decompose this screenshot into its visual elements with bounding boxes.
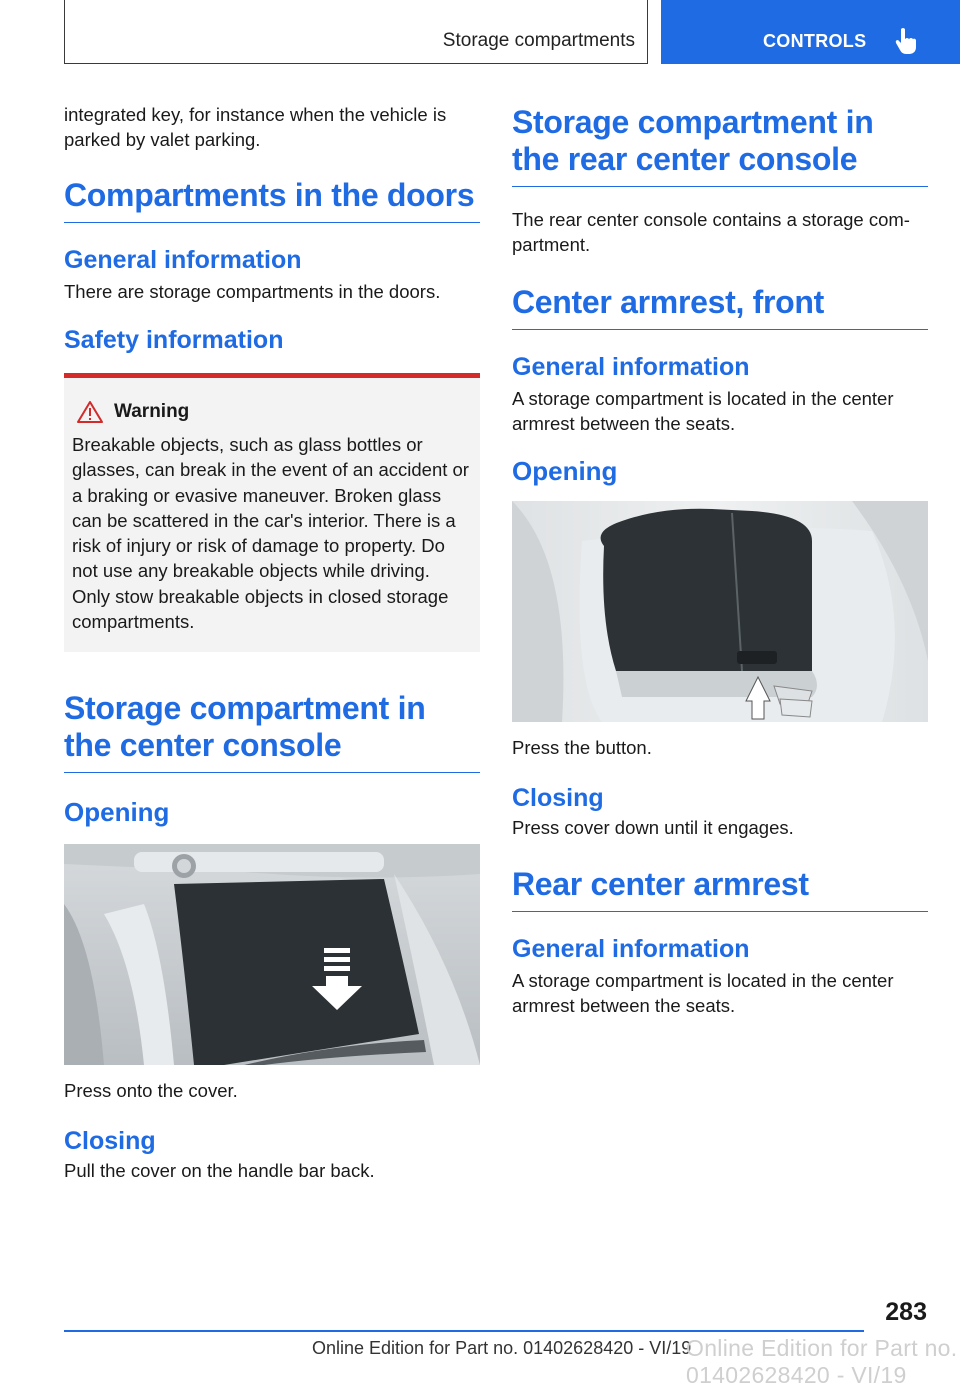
front-closing-text: Press cover down until it engages.: [512, 817, 794, 838]
center-opening-heading: Opening: [64, 797, 170, 828]
warning-text: Breakable objects, such as glass bottles or glasses, can break in the event of an accident or a braking or evasive maneuver. Broken glass can be scattered in the car's interior. There is a risk of injury or risk of damage to property. Do not use any breakable objects while driving. Only stow breakable objects in closed storage compartments.: [72, 434, 469, 633]
front-opening-heading: Opening: [512, 456, 618, 486]
section-tab: [661, 0, 960, 64]
intro-text: integrated key, for instance when the vehicle is parked by valet parking.: [64, 104, 447, 150]
warning-header: [76, 400, 472, 424]
rear-console-text: The rear center console contains a storage compartment.: [512, 209, 910, 255]
center-closing-text: Pull the cover on the handle bar back.: [64, 1160, 375, 1182]
rear-console-heading: Storage compartment in the rear center console: [512, 104, 928, 187]
center-console-heading: Storage compartment in the center console: [64, 690, 480, 773]
rear-armrest-heading: Rear center armrest: [512, 866, 928, 912]
rear-armrest-general-heading: General information: [512, 935, 750, 963]
page-number: 283: [885, 1298, 927, 1326]
warning-triangle-icon: [76, 400, 104, 424]
footer-edition: Online Edition for Part no. 01402628420 - VI/19: [312, 1338, 692, 1358]
safety-heading: Safety information: [64, 326, 284, 354]
front-opening-text: Press the button.: [512, 737, 652, 758]
warning-box: [64, 373, 480, 652]
front-closing-heading: Closing: [512, 784, 604, 812]
footer-watermark: Online Edition for Part no. 01402628420 - VI/19: [686, 1335, 958, 1388]
front-general-text: A storage compartment is located in the center armrest between the seats.: [512, 388, 894, 434]
front-general-heading: General information: [512, 353, 750, 381]
page-title: Storage compartments: [442, 30, 635, 51]
front-armrest-heading: Center armrest, front: [512, 284, 928, 330]
left-column: [64, 102, 480, 1183]
running-header: [64, 0, 648, 64]
warning-label: Warning: [114, 401, 190, 422]
rear-armrest-general-text: A storage compartment is located in the center armrest between the seats.: [512, 970, 894, 1016]
doors-general-text: There are storage compartments in the doors.: [64, 281, 441, 302]
doors-general-heading: General information: [64, 246, 302, 274]
front-armrest-photo: [512, 501, 928, 722]
section-label: CONTROLS: [763, 31, 867, 51]
pointing-hand-icon: [893, 27, 919, 55]
doors-heading: Compartments in the doors: [64, 177, 480, 223]
center-opening-text: Press onto the cover.: [64, 1080, 238, 1102]
right-column: [512, 104, 928, 1018]
center-closing-heading: Closing: [64, 1127, 156, 1156]
center-console-photo: [64, 844, 480, 1065]
footer-rule: [64, 1330, 864, 1332]
